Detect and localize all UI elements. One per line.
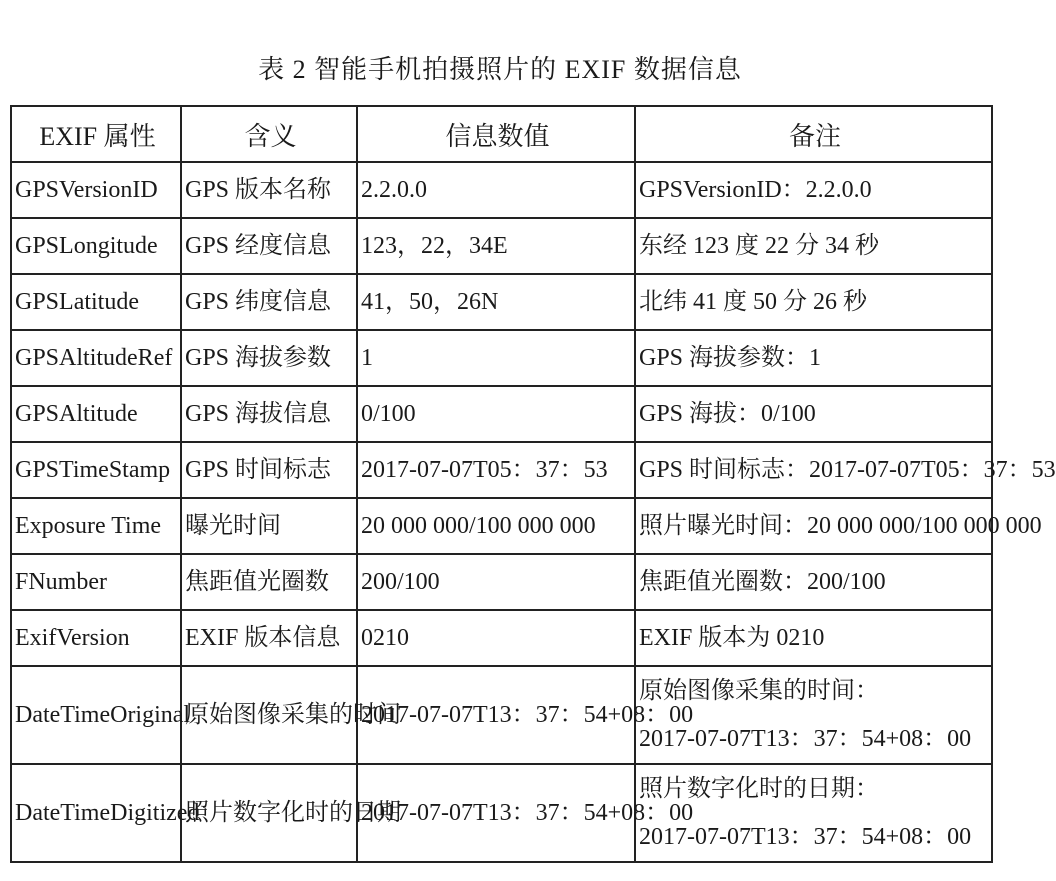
cell-meaning: GPS 经度信息 (181, 218, 357, 274)
cell-note (635, 274, 992, 330)
cell-info-value: 2017-07-07T05：37：53 (357, 442, 635, 498)
table-row (11, 386, 992, 442)
cell-meaning: 照片数字化时的日期 (181, 764, 357, 862)
header-note: 备注 (635, 106, 992, 162)
cell-meaning: GPS 时间标志 (181, 442, 357, 498)
cell-meaning: 原始图像采集的时间 (181, 666, 357, 764)
cell-exif-attribute: FNumber (11, 554, 181, 610)
cell-note (635, 666, 992, 764)
note-line: 照片曝光时间：20 000 000/100 000 000 (639, 513, 1042, 539)
cell-info-value: 1 (357, 330, 635, 386)
cell-exif-attribute: ExifVersion (11, 610, 181, 666)
cell-note (635, 162, 992, 218)
table-row (11, 330, 992, 386)
cell-exif-attribute: DateTimeDigitized (11, 764, 181, 862)
cell-exif-attribute: Exposure Time (11, 498, 181, 554)
table-row (11, 498, 992, 554)
cell-info-value: 123，22，34E (357, 218, 635, 274)
cell-info-value: 20 000 000/100 000 000 (357, 498, 635, 554)
note-line: GPS 时间标志：2017-07-07T05：37：53 (639, 457, 1056, 483)
cell-exif-attribute: GPSVersionID (11, 162, 181, 218)
table-row (11, 162, 992, 218)
header-info-value: 信息数值 (357, 106, 635, 162)
note-line: 北纬 41 度 50 分 26 秒 (639, 289, 867, 315)
cell-meaning: 焦距值光圈数 (181, 554, 357, 610)
table-row (11, 764, 992, 862)
cell-note (635, 442, 1056, 498)
note-line: 2017-07-07T13：37：54+08：00 (639, 824, 972, 850)
header-meaning: 含义 (181, 106, 357, 162)
cell-info-value: 200/100 (357, 554, 635, 610)
cell-meaning: 曝光时间 (181, 498, 357, 554)
table-row (11, 554, 992, 610)
note-line: GPS 海拔：0/100 (639, 401, 816, 427)
header-row (11, 106, 992, 162)
header-exif-attribute: EXIF 属性 (11, 106, 181, 162)
table-body (11, 162, 1056, 862)
cell-exif-attribute: GPSLatitude (11, 274, 181, 330)
table-row (11, 666, 992, 764)
cell-note (635, 330, 992, 386)
note-line: GPSVersionID：2.2.0.0 (639, 177, 872, 203)
table-row (11, 274, 992, 330)
cell-note (635, 554, 992, 610)
cell-info-value: 0/100 (357, 386, 635, 442)
table-row (11, 442, 992, 498)
cell-info-value: 2.2.0.0 (357, 162, 635, 218)
cell-exif-attribute: GPSAltitudeRef (11, 330, 181, 386)
table-header (11, 106, 992, 162)
note-line: 原始图像采集的时间： (639, 678, 879, 704)
table-row (11, 610, 992, 666)
cell-exif-attribute: GPSTimeStamp (11, 442, 181, 498)
note-line: 东经 123 度 22 分 34 秒 (639, 233, 879, 259)
cell-note (635, 386, 992, 442)
note-line: 2017-07-07T13：37：54+08：00 (639, 726, 972, 752)
cell-exif-attribute: DateTimeOriginal (11, 666, 181, 764)
cell-info-value: 2017-07-07T13：37：54+08：00 (357, 666, 635, 764)
cell-note (635, 610, 992, 666)
cell-info-value: 2017-07-07T13：37：54+08：00 (357, 764, 635, 862)
cell-info-value: 41，50，26N (357, 274, 635, 330)
cell-note (635, 498, 1042, 554)
cell-note (635, 218, 992, 274)
table-caption: 表 2 智能手机拍摄照片的 EXIF 数据信息 (258, 55, 742, 84)
cell-meaning: EXIF 版本信息 (181, 610, 357, 666)
note-line: EXIF 版本为 0210 (639, 625, 825, 651)
cell-meaning: GPS 纬度信息 (181, 274, 357, 330)
cell-meaning: GPS 海拔信息 (181, 386, 357, 442)
cell-note (635, 764, 992, 862)
note-line: 焦距值光圈数：200/100 (639, 569, 886, 595)
exif-data-table (10, 105, 1056, 863)
note-line: GPS 海拔参数：1 (639, 345, 822, 371)
note-line: 照片数字化时的日期： (639, 776, 879, 802)
table-row (11, 218, 992, 274)
cell-exif-attribute: GPSLongitude (11, 218, 181, 274)
cell-meaning: GPS 海拔参数 (181, 330, 357, 386)
cell-info-value: 0210 (357, 610, 635, 666)
cell-exif-attribute: GPSAltitude (11, 386, 181, 442)
cell-meaning: GPS 版本名称 (181, 162, 357, 218)
